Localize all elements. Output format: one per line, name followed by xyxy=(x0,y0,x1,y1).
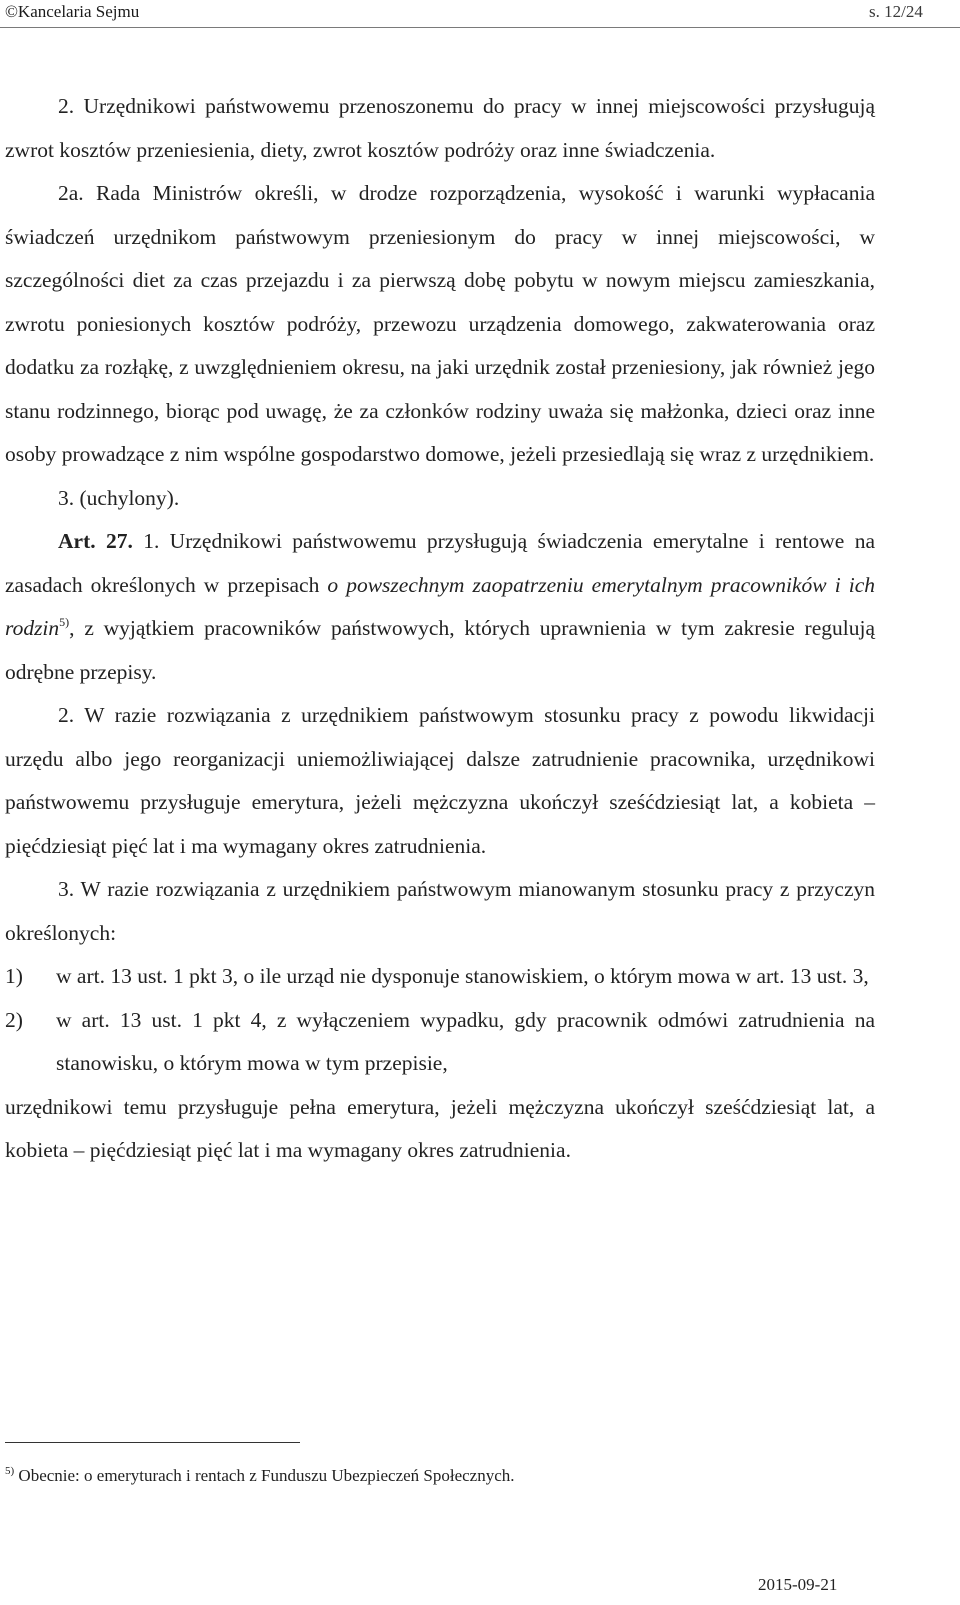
page-number: s. 12/24 xyxy=(869,2,923,21)
article-27-label: Art. 27. xyxy=(58,529,133,553)
header-divider xyxy=(0,27,960,28)
list-item-number: 2) xyxy=(5,1007,23,1032)
footnote xyxy=(5,1465,905,1487)
art27-p1-end: , z wyjątkiem pracowników państwowych, których uprawnienia w tym zakresie regulują odrębne przepisy. xyxy=(5,616,875,684)
paragraph-2: 2. Urzędnikowi państwowemu przenoszonemu do pracy w innej miejscowości przysługują zwrot kosztów przeniesienia, diety, zwrot kosztów podróży oraz inne świadczenia. xyxy=(5,94,875,162)
paragraph-2a: 2a. Rada Ministrów określi, w drodze rozporządzenia, wysokość i warunki wypłacania świadczeń urzędnikom państwowym przeniesionym do pracy w innej miejscowości, w szczególności diet za czas przejazdu i za pierwszą dobę pobytu w nowym miejscu zamieszkania, zwrotu poniesionych kosztów podróży, przewozu urządzenia domowego, zakwaterowania oraz dodatku za rozłąkę, z uwzględnieniem okresu, na jaki urzędnik został przeniesiony, jak również jego stanu rodzinnego, biorąc pod uwagę, że za członków rodziny uważa się małżonka, dzieci oraz inne osoby prowadzące z nim wspólne gospodarstwo domowe, jeżeli przesiedlają się wraz z urzędnikiem. xyxy=(5,181,875,466)
footnote-marker: 5) xyxy=(5,1465,15,1477)
footnote-divider xyxy=(5,1442,300,1443)
list-item-number: 1) xyxy=(5,964,23,988)
closing-paragraph: urzędnikowi temu przysługuje pełna emerytura, jeżeli mężczyzna ukończył sześćdziesiąt lat, a kobieta – pięćdziesiąt pięć lat i ma wymagany okres zatrudnienia. xyxy=(5,1094,875,1162)
document-body xyxy=(5,85,875,1173)
list-item-text: w art. 13 ust. 1 pkt 4, z wyłączeniem wypadku, gdy pracownik odmówi zatrudnienia na stanowisku, o którym mowa w tym przepisie, xyxy=(56,1007,875,1075)
list-item xyxy=(5,999,875,1086)
footnote-reference: 5) xyxy=(59,615,70,629)
list-item xyxy=(5,955,875,999)
article-27-paragraph-1 xyxy=(5,520,875,694)
footer-date: 2015-09-21 xyxy=(758,1575,838,1594)
copyright-label: ©Kancelaria Sejmu xyxy=(5,2,140,21)
act-title-italic: o powszechnym zaopatrzeniu emerytalnym pracowników i ich rodzin xyxy=(5,572,875,640)
list-item-text: w art. 13 ust. 1 pkt 3, o ile urząd nie dysponuje stanowiskiem, o którym mowa w art. 13 ust. 3, xyxy=(56,964,869,988)
footnote-text: Obecnie: o emeryturach i rentach z Funduszu Ubezpieczeń Społecznych. xyxy=(14,1466,515,1485)
art27-p1-start: 1. Urzędnikowi państwowemu przysługują świadczenia emerytalne i rentowe na zasadach określonych w przepisach xyxy=(5,529,876,597)
paragraph-3: 3. (uchylony). xyxy=(58,485,180,510)
article-27-paragraph-3: 3. W razie rozwiązania z urzędnikiem państwowym mianowanym stosunku pracy z przyczyn określonych: xyxy=(5,877,875,945)
page-header xyxy=(0,0,960,24)
article-27-paragraph-2: 2. W razie rozwiązania z urzędnikiem państwowym stosunku pracy z powodu likwidacji urzędu albo jego reorganizacji uniemożliwiającej dalsze zatrudnienie pracownika, urzędnikowi państwowemu przysługuje emerytura, jeżeli mężczyzna ukończył sześćdziesiąt lat, a kobieta – pięćdziesiąt pięć lat i ma wymagany okres zatrudnienia. xyxy=(5,703,875,858)
